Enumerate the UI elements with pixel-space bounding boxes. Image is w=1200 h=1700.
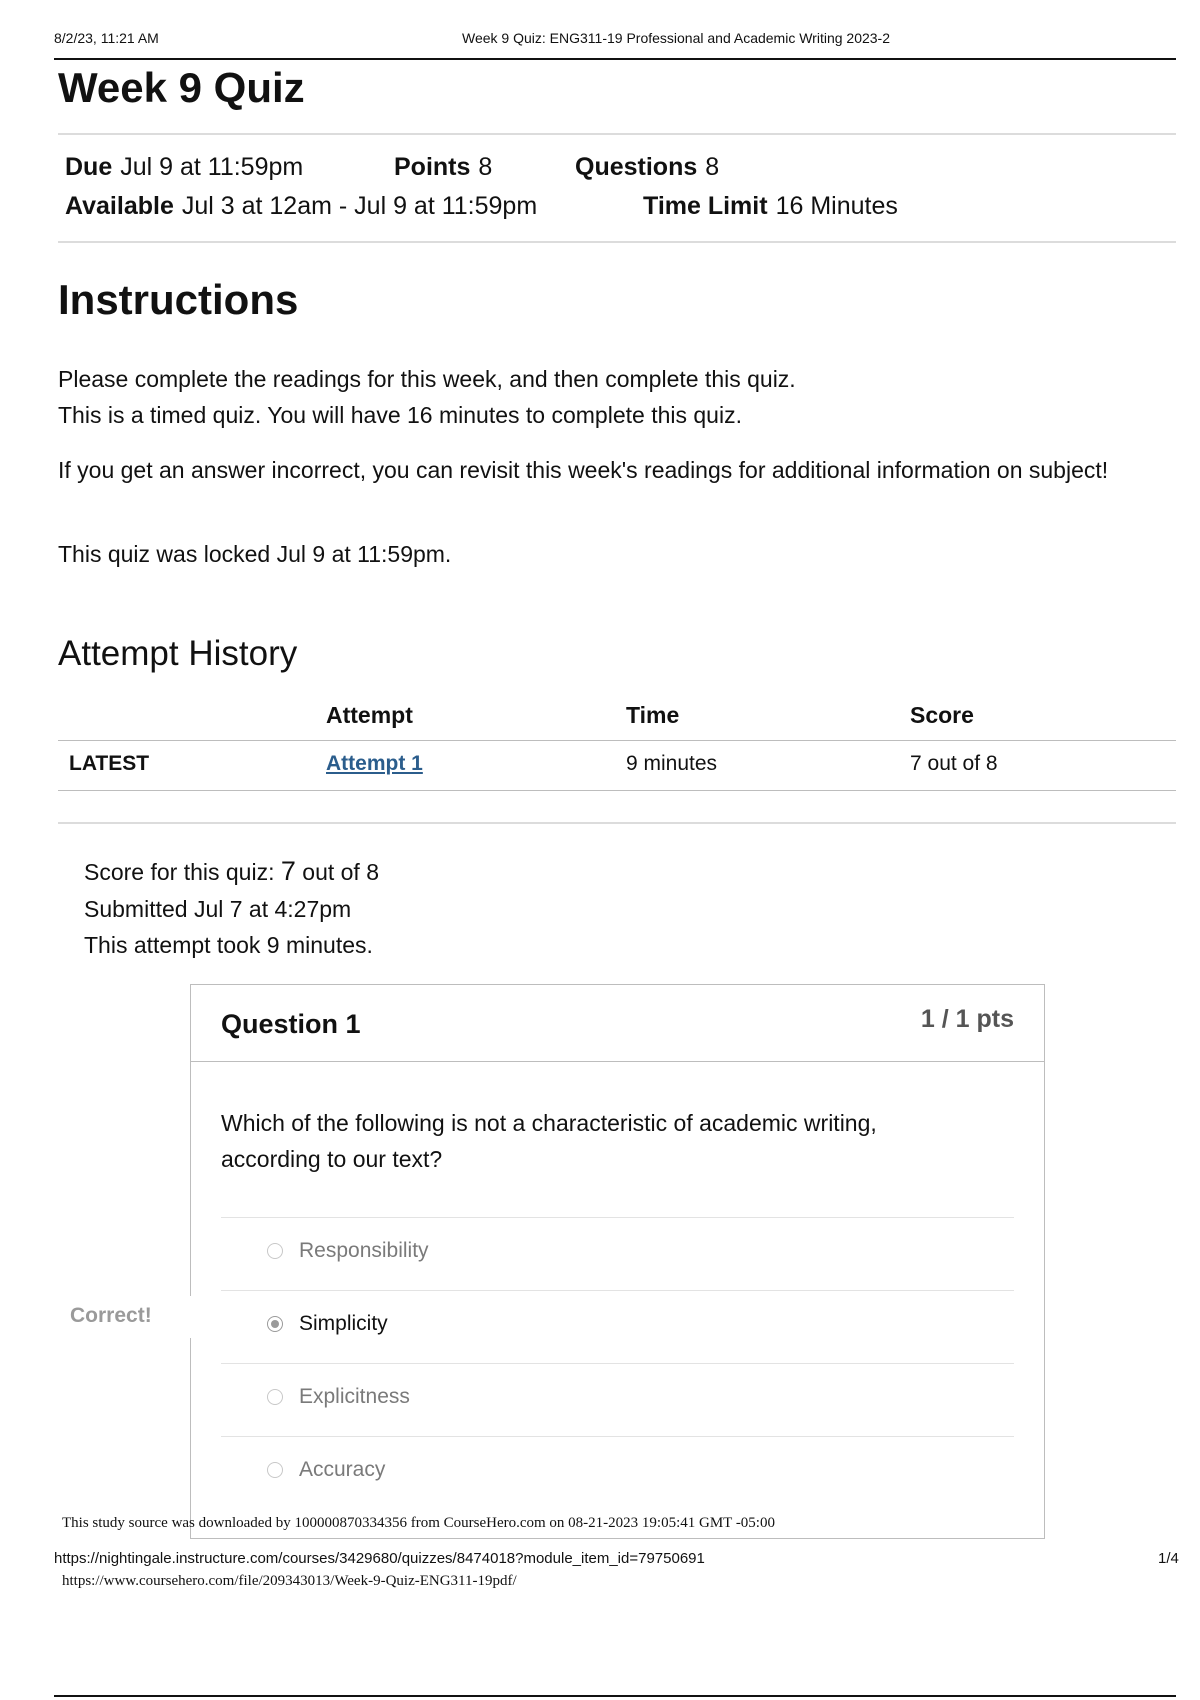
score-prefix: Score for this quiz:	[84, 859, 275, 885]
questions-count	[575, 153, 719, 182]
bottom-rule	[54, 1695, 1176, 1697]
instructions-heading: Instructions	[58, 276, 299, 323]
answer-divider	[221, 1436, 1014, 1437]
time-limit	[643, 192, 898, 221]
column-header-attempt: Attempt	[326, 702, 413, 728]
radio-icon[interactable]	[267, 1462, 283, 1478]
column-header-score: Score	[910, 702, 974, 728]
score-value: 7	[280, 856, 296, 886]
question-points: 1 / 1 pts	[920, 1005, 1014, 1033]
available-value: Jul 3 at 12am - Jul 9 at 11:59pm	[181, 192, 538, 220]
print-datetime: 8/2/23, 11:21 AM	[54, 30, 159, 46]
divider	[58, 241, 1176, 243]
question-title: Question 1	[221, 1009, 361, 1039]
question-text: Which of the following is not a characteristic of academic writing, according to our text?	[221, 1110, 877, 1172]
column-header-time: Time	[626, 702, 680, 728]
page-number: 1/4	[1158, 1550, 1179, 1567]
table-divider	[58, 790, 1176, 791]
attempt-link[interactable]	[326, 752, 423, 776]
points-label: Points	[394, 153, 471, 181]
answer-option[interactable]: Explicitness	[299, 1385, 410, 1408]
due-date	[65, 153, 303, 182]
due-label: Due	[65, 153, 113, 181]
questions-label: Questions	[575, 153, 698, 181]
answer-divider	[221, 1217, 1014, 1218]
score-suffix: out of 8	[302, 859, 380, 885]
print-header	[54, 30, 1176, 60]
instructions-line: Please complete the readings for this week, and then complete this quiz.	[58, 366, 796, 392]
answer-divider	[221, 1290, 1014, 1291]
attempt-history-heading: Attempt History	[58, 634, 298, 673]
questions-value: 8	[705, 153, 720, 181]
available-label: Available	[65, 192, 174, 220]
answer-option[interactable]: Accuracy	[299, 1458, 386, 1481]
instructions-line: This is a timed quiz. You will have 16 minutes to complete this quiz.	[58, 402, 742, 428]
points-value: 8	[478, 153, 493, 181]
locked-notice: This quiz was locked Jul 9 at 11:59pm.	[58, 541, 452, 567]
attempt-score: 7 out of 8	[910, 752, 998, 775]
attempt-time: 9 minutes	[626, 752, 718, 775]
table-divider	[58, 740, 1176, 741]
radio-icon[interactable]	[267, 1389, 283, 1405]
submitted-time: Submitted Jul 7 at 4:27pm	[84, 896, 352, 922]
coursehero-url: https://www.coursehero.com/file/209343013/Week-9-Quiz-ENG311-19pdf/	[62, 1573, 517, 1589]
answer-option[interactable]: Responsibility	[299, 1239, 429, 1262]
question-card	[190, 984, 1045, 1539]
answer-option-selected[interactable]: Simplicity	[299, 1312, 388, 1335]
points	[394, 153, 492, 182]
quiz-score	[84, 856, 379, 887]
latest-tag: LATEST	[69, 752, 150, 775]
time-limit-label: Time Limit	[643, 192, 768, 220]
radio-selected-icon[interactable]	[267, 1316, 283, 1332]
correct-feedback: Correct!	[70, 1304, 158, 1328]
question-header	[191, 985, 1044, 1062]
availability	[65, 192, 537, 221]
attempt-duration: This attempt took 9 minutes.	[84, 932, 373, 958]
instructions-line: If you get an answer incorrect, you can revisit this week's readings for additional information on subject!	[58, 457, 1109, 483]
quiz-title: Week 9 Quiz	[58, 64, 305, 111]
attempt-link-text[interactable]: Attempt 1	[326, 752, 423, 775]
correct-marker-gap	[186, 1296, 196, 1338]
divider	[58, 133, 1176, 135]
footer-url: https://nightingale.instructure.com/courses/3429680/quizzes/8474018?module_item_id=79750691	[54, 1550, 705, 1567]
radio-icon[interactable]	[267, 1243, 283, 1259]
time-limit-value: 16 Minutes	[775, 192, 898, 220]
source-note: This study source was downloaded by 100000870334356 from CourseHero.com on 08-21-2023 19:05:41 GMT -05:00	[62, 1515, 775, 1531]
divider	[58, 822, 1176, 824]
answer-divider	[221, 1363, 1014, 1364]
due-value: Jul 9 at 11:59pm	[120, 153, 304, 181]
print-page-title: Week 9 Quiz: ENG311-19 Professional and Academic Writing 2023-2	[462, 30, 890, 46]
